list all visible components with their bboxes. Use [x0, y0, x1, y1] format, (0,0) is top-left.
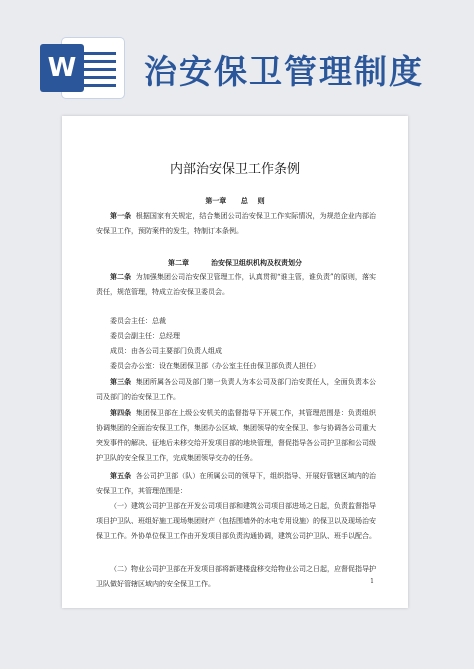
article-label: 第三条	[110, 377, 132, 386]
article-label: 第二条	[110, 272, 132, 281]
word-document-icon	[40, 38, 124, 98]
article-4	[96, 405, 376, 466]
article-label: 第五条	[110, 471, 132, 480]
article-label: 第一条	[110, 211, 132, 220]
article-text: 为加强集团公司治安保卫管理工作，认真贯彻“谁主管，谁负责”的原则，落实责任，规范管理，特成立治安保卫委员会。	[96, 273, 377, 296]
article-text: 根据国家有关规定，结合集团公司治安保卫工作实际情况，为规范企业内部治安保卫工作，预防案件的发生，特制订本条例。	[96, 212, 377, 235]
word-icon-line	[84, 52, 116, 55]
word-icon-line	[84, 68, 116, 71]
banner	[0, 0, 474, 108]
article-1	[96, 208, 376, 239]
clause-1: （一）建筑公司护卫部在开发公司项目部和建筑公司项目部进场之日起，负责监督指导项目护卫队、班组好施工现场集团财产（包括围墙外的水电专用设施）的保卫以及现场治安保卫工作。外协单位保卫工作由开发项目部负责沟通协调，建筑公司护卫队、班手以配合。	[96, 502, 376, 540]
word-icon-line	[84, 60, 116, 63]
word-icon-line	[84, 84, 116, 87]
chapter-heading: 第二章 治安保卫组织机构及权责划分	[168, 258, 302, 267]
article-3	[96, 374, 376, 405]
article-text: 集团所属各公司及部门第一负责人为本公司及部门治安责任人，全面负责本公司及部门的治安保卫工作。	[96, 378, 377, 401]
committee-line: 委员会主任：总裁	[110, 317, 166, 325]
page-number: 1	[370, 578, 374, 585]
article-text: 各公司护卫部（队）在所属公司的领导下，组织指导、开展好管辖区域内的治安保卫工作，其管理范围是：	[96, 472, 377, 495]
banner-title: 治安保卫管理制度	[144, 52, 424, 91]
article-label: 第四条	[110, 408, 132, 417]
committee-line: 委员会办公室：设在集团保卫部（办公室主任由保卫部负责人担任）	[110, 362, 320, 370]
word-icon-line	[84, 76, 116, 79]
committee-line: 成员：由各公司主要部门负责人组成	[110, 347, 222, 355]
document-page	[62, 116, 408, 608]
article-5	[96, 468, 376, 499]
clause-2: （二）物业公司护卫部在开发项目部将新建楼盘移交给物业公司之日起，应督促指导护卫队做好管辖区域内的安全保卫工作。	[96, 565, 376, 588]
document-title: 内部治安保卫工作条例	[169, 162, 300, 177]
chapter-heading: 第一章 总 则	[205, 196, 265, 205]
article-text: 集团保卫部在上级公安机关的监督指导下开展工作，其管理范围是：负责组织协调集团的全面治安保卫工作，集团办公区域、集团领导的安全保卫、参与协调各公司重大突发事件的解决、征地后未移交给开发项目部的地块管理，督促指导各公司护卫部和公司级护卫队的安全保卫工作，完成集团领导交办的任务。	[96, 409, 377, 462]
article-2	[96, 269, 376, 300]
word-icon-letter: W	[40, 44, 84, 92]
committee-line: 委员会副主任：总经理	[110, 332, 180, 340]
